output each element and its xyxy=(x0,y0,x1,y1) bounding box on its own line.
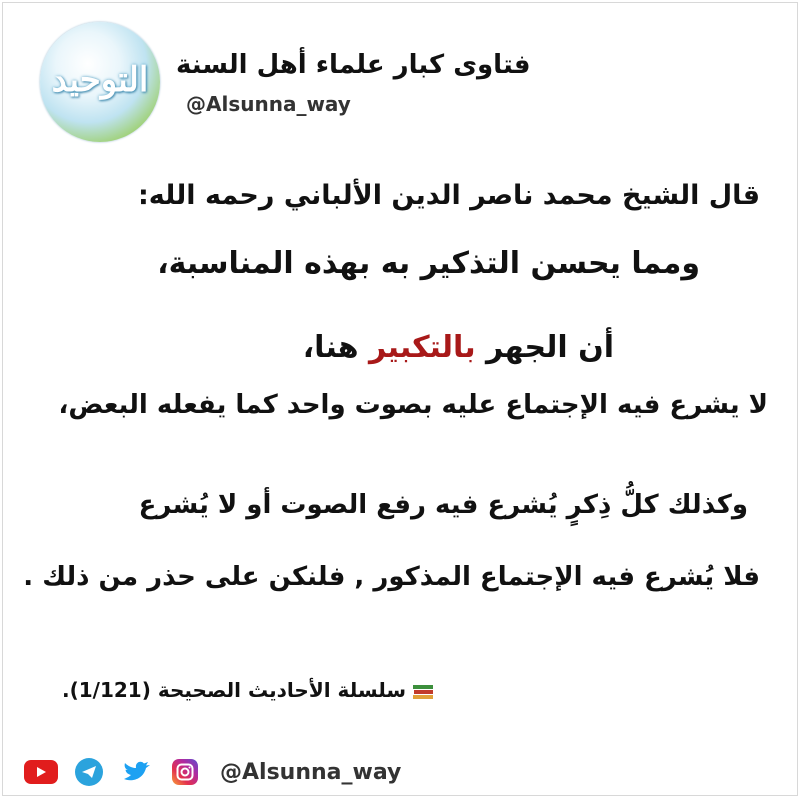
source-reference xyxy=(62,678,434,702)
social-footer xyxy=(24,752,401,792)
channel-handle: @Alsunna_way xyxy=(186,92,351,116)
channel-title: فتاوى كبار علماء أهل السنة xyxy=(176,50,531,80)
quote-line-5: وكذلك كلُّ ذِكرٍ يُشرع فيه رفع الصوت أو لا يُشرع xyxy=(138,490,748,520)
books-icon xyxy=(412,683,434,701)
logo-text: التوحيد xyxy=(51,60,149,100)
quote-line-2: ومما يحسن التذكير به بهذه المناسبة، xyxy=(157,246,700,281)
source-text: سلسلة الأحاديث الصحيحة (1/121). xyxy=(62,678,407,702)
youtube-icon[interactable] xyxy=(24,759,58,785)
instagram-icon[interactable] xyxy=(168,759,202,785)
quote-line-4: لا يشرع فيه الإجتماع عليه بصوت واحد كما يفعله البعض، xyxy=(58,390,768,420)
quote-line-3 xyxy=(303,330,614,365)
twitter-icon[interactable] xyxy=(120,759,154,785)
quote-line-3-start: أن الجهر xyxy=(475,330,614,365)
footer-handle[interactable]: @Alsunna_way xyxy=(220,759,402,785)
telegram-icon[interactable] xyxy=(72,759,106,785)
quote-line-6: فلا يُشرع فيه الإجتماع المذكور , فلنكن على حذر من ذلك . xyxy=(23,562,760,592)
highlighted-word: بالتكبير xyxy=(368,330,476,365)
quote-attribution: قال الشيخ محمد ناصر الدين الألباني رحمه الله: xyxy=(137,180,760,211)
quote-line-3-end: هنا، xyxy=(302,330,369,365)
tawheed-logo xyxy=(40,22,160,142)
